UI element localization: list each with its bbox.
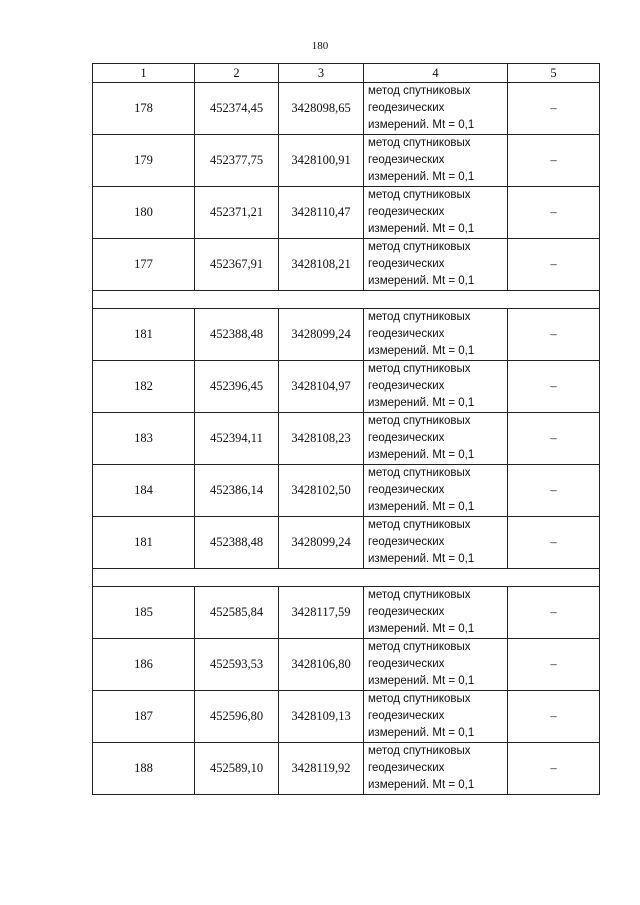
note-cell: – (508, 309, 600, 361)
table-row (93, 83, 600, 135)
group-separator-row (93, 569, 600, 587)
method-line: геодезических (368, 258, 445, 270)
note-cell: – (508, 587, 600, 639)
table-header-row (93, 64, 600, 83)
method-line: геодезических (368, 762, 445, 774)
y-coordinate-cell: 3428109,13 (279, 691, 364, 743)
table-row (93, 517, 600, 569)
point-number-cell: 177 (93, 239, 195, 291)
note-cell: – (508, 187, 600, 239)
note-cell: – (508, 135, 600, 187)
method-line: измерений. Mt = 0,1 (368, 223, 475, 235)
method-line: измерений. Mt = 0,1 (368, 449, 475, 461)
table-row (93, 135, 600, 187)
note-cell: – (508, 83, 600, 135)
point-number-cell: 181 (93, 309, 195, 361)
x-coordinate-cell: 452585,84 (195, 587, 279, 639)
point-number-cell: 184 (93, 465, 195, 517)
method-cell (364, 83, 508, 135)
method-line: геодезических (368, 432, 445, 444)
method-line: метод спутниковых (368, 241, 471, 253)
y-coordinate-cell: 3428102,50 (279, 465, 364, 517)
x-coordinate-cell: 452593,53 (195, 639, 279, 691)
method-cell (364, 587, 508, 639)
x-coordinate-cell: 452589,10 (195, 743, 279, 795)
note-cell: – (508, 639, 600, 691)
y-coordinate-cell: 3428100,91 (279, 135, 364, 187)
y-coordinate-cell: 3428108,21 (279, 239, 364, 291)
method-line: метод спутниковых (368, 519, 471, 531)
method-line: измерений. Mt = 0,1 (368, 501, 475, 513)
table-row (93, 465, 600, 517)
column-header: 2 (195, 64, 279, 83)
method-cell (364, 239, 508, 291)
method-cell (364, 309, 508, 361)
x-coordinate-cell: 452394,11 (195, 413, 279, 465)
y-coordinate-cell: 3428098,65 (279, 83, 364, 135)
method-line: геодезических (368, 102, 445, 114)
x-coordinate-cell: 452596,80 (195, 691, 279, 743)
method-line: геодезических (368, 380, 445, 392)
table-row (93, 639, 600, 691)
method-line: измерений. Mt = 0,1 (368, 275, 475, 287)
point-number-cell: 185 (93, 587, 195, 639)
y-coordinate-cell: 3428110,47 (279, 187, 364, 239)
point-number-cell: 180 (93, 187, 195, 239)
method-cell (364, 413, 508, 465)
y-coordinate-cell: 3428106,80 (279, 639, 364, 691)
point-number-cell: 183 (93, 413, 195, 465)
group-separator-row (93, 291, 600, 309)
y-coordinate-cell: 3428119,92 (279, 743, 364, 795)
column-header: 1 (93, 64, 195, 83)
method-line: метод спутниковых (368, 311, 471, 323)
table-row (93, 239, 600, 291)
method-line: метод спутниковых (368, 467, 471, 479)
method-cell (364, 187, 508, 239)
y-coordinate-cell: 3428108,23 (279, 413, 364, 465)
method-line: геодезических (368, 328, 445, 340)
method-cell (364, 517, 508, 569)
method-cell (364, 691, 508, 743)
method-line: геодезических (368, 154, 445, 166)
x-coordinate-cell: 452367,91 (195, 239, 279, 291)
column-header: 5 (508, 64, 600, 83)
method-line: метод спутниковых (368, 589, 471, 601)
point-number-cell: 178 (93, 83, 195, 135)
method-line: измерений. Mt = 0,1 (368, 675, 475, 687)
column-header: 3 (279, 64, 364, 83)
method-line: метод спутниковых (368, 745, 471, 757)
method-cell (364, 465, 508, 517)
table-row (93, 413, 600, 465)
table-body (93, 64, 600, 795)
y-coordinate-cell: 3428117,59 (279, 587, 364, 639)
point-number-cell: 187 (93, 691, 195, 743)
method-line: измерений. Mt = 0,1 (368, 345, 475, 357)
method-line: измерений. Mt = 0,1 (368, 119, 475, 131)
method-cell (364, 743, 508, 795)
table-row (93, 691, 600, 743)
note-cell: – (508, 413, 600, 465)
point-number-cell: 186 (93, 639, 195, 691)
x-coordinate-cell: 452374,45 (195, 83, 279, 135)
point-number-cell: 188 (93, 743, 195, 795)
x-coordinate-cell: 452388,48 (195, 517, 279, 569)
method-line: метод спутниковых (368, 415, 471, 427)
table-row (93, 743, 600, 795)
method-line: геодезических (368, 710, 445, 722)
table-row (93, 187, 600, 239)
table-row (93, 309, 600, 361)
method-line: метод спутниковых (368, 85, 471, 97)
method-line: геодезических (368, 484, 445, 496)
method-line: метод спутниковых (368, 137, 471, 149)
coordinates-table (92, 63, 600, 795)
y-coordinate-cell: 3428104,97 (279, 361, 364, 413)
separator-cell (93, 291, 600, 309)
method-line: геодезических (368, 536, 445, 548)
point-number-cell: 181 (93, 517, 195, 569)
note-cell: – (508, 361, 600, 413)
point-number-cell: 182 (93, 361, 195, 413)
method-line: измерений. Mt = 0,1 (368, 623, 475, 635)
x-coordinate-cell: 452371,21 (195, 187, 279, 239)
method-line: измерений. Mt = 0,1 (368, 727, 475, 739)
method-line: метод спутниковых (368, 189, 471, 201)
note-cell: – (508, 743, 600, 795)
method-cell (364, 361, 508, 413)
method-line: геодезических (368, 606, 445, 618)
method-line: измерений. Mt = 0,1 (368, 553, 475, 565)
table-row (93, 361, 600, 413)
column-header: 4 (364, 64, 508, 83)
point-number-cell: 179 (93, 135, 195, 187)
method-cell (364, 639, 508, 691)
method-line: измерений. Mt = 0,1 (368, 397, 475, 409)
method-line: метод спутниковых (368, 363, 471, 375)
note-cell: – (508, 517, 600, 569)
y-coordinate-cell: 3428099,24 (279, 309, 364, 361)
x-coordinate-cell: 452386,14 (195, 465, 279, 517)
method-cell (364, 135, 508, 187)
method-line: геодезических (368, 658, 445, 670)
note-cell: – (508, 465, 600, 517)
x-coordinate-cell: 452377,75 (195, 135, 279, 187)
note-cell: – (508, 239, 600, 291)
method-line: метод спутниковых (368, 693, 471, 705)
note-cell: – (508, 691, 600, 743)
page-number: 180 (311, 40, 329, 52)
method-line: геодезических (368, 206, 445, 218)
method-line: метод спутниковых (368, 641, 471, 653)
method-line: измерений. Mt = 0,1 (368, 171, 475, 183)
y-coordinate-cell: 3428099,24 (279, 517, 364, 569)
method-line: измерений. Mt = 0,1 (368, 779, 475, 791)
separator-cell (93, 569, 600, 587)
table-row (93, 587, 600, 639)
x-coordinate-cell: 452396,45 (195, 361, 279, 413)
x-coordinate-cell: 452388,48 (195, 309, 279, 361)
